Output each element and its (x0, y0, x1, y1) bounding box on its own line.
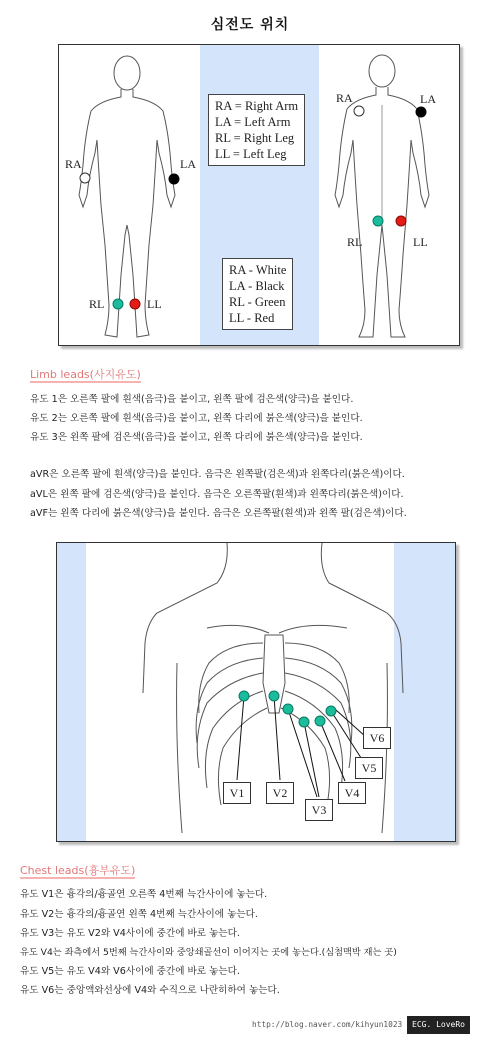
chest-line-3: 유도 V3는 유도 V2와 V4사이에 중간에 바로 놓는다. (20, 928, 240, 939)
v5-electrode (315, 716, 325, 726)
front-ra-label: RA (65, 157, 82, 171)
back-la-label: LA (420, 92, 436, 106)
back-ll-label: LL (413, 235, 428, 249)
chest-leads-heading (20, 862, 135, 878)
chest-line-5: 유도 V5는 유도 V4와 V6사이에 중간에 바로 놓는다. (20, 966, 240, 977)
v1-electrode (239, 691, 249, 701)
legend-la: LA = Left Arm (215, 115, 291, 129)
front-rl-label: RL (89, 297, 105, 311)
v6-label: V6 (363, 727, 391, 749)
limb-line-1: 유도 1은 오른쪽 팔에 흰색(음극)을 붙이고, 왼쪽 팔에 검은색(양극)을 붙인다. (30, 394, 354, 405)
color-legend-ra: RA - White (229, 263, 287, 277)
limb-leads-diagram (58, 44, 460, 346)
back-la-electrode (416, 107, 426, 117)
v2-electrode (269, 691, 279, 701)
legend-ll: LL = Left Leg (215, 147, 287, 161)
back-rl-label: RL (347, 235, 363, 249)
limb-leads-heading (30, 366, 141, 382)
color-legend-la: LA - Black (229, 279, 285, 293)
chest-line-2: 유도 V2는 흉각의/흉골연 왼쪽 4번째 늑간사이에 놓는다. (20, 909, 258, 920)
front-ll-electrode (130, 299, 140, 309)
legend-rl: RL = Right Leg (215, 131, 295, 145)
back-ra-label: RA (336, 91, 353, 105)
color-legend (222, 258, 293, 330)
blog-url[interactable]: http://blog.naver.com/kihyun1023 (252, 1020, 403, 1029)
color-legend-ll: LL - Red (229, 311, 275, 325)
limb-line-5: aVL은 왼쪽 팔에 검은색(양극)을 붙인다. 음극은 오른쪽팔(흰색)과 왼쪽다리(붉은색)이다. (30, 489, 404, 500)
front-la-label: LA (180, 157, 196, 171)
v4-electrode (299, 717, 309, 727)
limb-line-3: 유도 3은 왼쪽 팔에 검은색(음극)을 붙이고, 왼쪽 다리에 붉은색(양극)을 붙인다. (30, 432, 363, 443)
front-rl-electrode (113, 299, 123, 309)
front-la-electrode (169, 174, 179, 184)
front-ra-electrode (80, 173, 90, 183)
ribcage-figure (57, 543, 455, 841)
chest-leads-diagram (56, 542, 456, 842)
chest-line-4: 유도 V4는 좌측에서 5번째 늑간사이와 중앙쇄골선이 이어지는 곳에 놓는다.(심첨맥박 재는 곳) (20, 947, 397, 958)
v3-label: V3 (305, 799, 333, 821)
limb-leads-heading-text: Limb leads(사지유도) (30, 368, 141, 381)
v6-electrode (326, 706, 336, 716)
v4-label: V4 (338, 782, 366, 804)
v2-label: V2 (266, 782, 294, 804)
v1-label: V1 (223, 782, 251, 804)
chest-leads-heading-text: Chest leads(흉부유도) (20, 864, 136, 877)
back-ra-electrode (354, 106, 364, 116)
chest-line-6: 유도 V6는 중앙액와선상에 V4와 수직으로 나란히하여 놓는다. (20, 985, 280, 996)
back-rl-electrode (373, 216, 383, 226)
back-ll-electrode (396, 216, 406, 226)
abbreviation-legend (208, 94, 305, 166)
v3-electrode (283, 704, 293, 714)
page-title: 심전도 위치 (210, 17, 290, 33)
v5-label: V5 (355, 757, 383, 779)
front-ll-label: LL (147, 297, 162, 311)
limb-line-4: aVR은 오른쪽 팔에 흰색(양극)을 붙인다. 음극은 왼쪽팔(검은색)과 왼쪽다리(붉은색)이다. (30, 469, 405, 480)
limb-line-2: 유도 2는 오른쪽 팔에 흰색(음극)을 붙이고, 왼쪽 다리에 붉은색(양극)을 붙인다. (30, 413, 363, 424)
chest-line-1: 유도 V1은 흉각의/흉골연 오른쪽 4번째 늑간사이에 놓는다. (20, 889, 268, 900)
author-badge: ECG. LoveRo (407, 1016, 470, 1034)
limb-line-6: aVF는 왼쪽 다리에 붉은색(양극)을 붙인다. 음극은 오른쪽팔(흰색)과 왼쪽 팔(검은색)이다. (30, 508, 407, 519)
legend-ra: RA = Right Arm (215, 99, 299, 113)
color-legend-rl: RL - Green (229, 295, 286, 309)
